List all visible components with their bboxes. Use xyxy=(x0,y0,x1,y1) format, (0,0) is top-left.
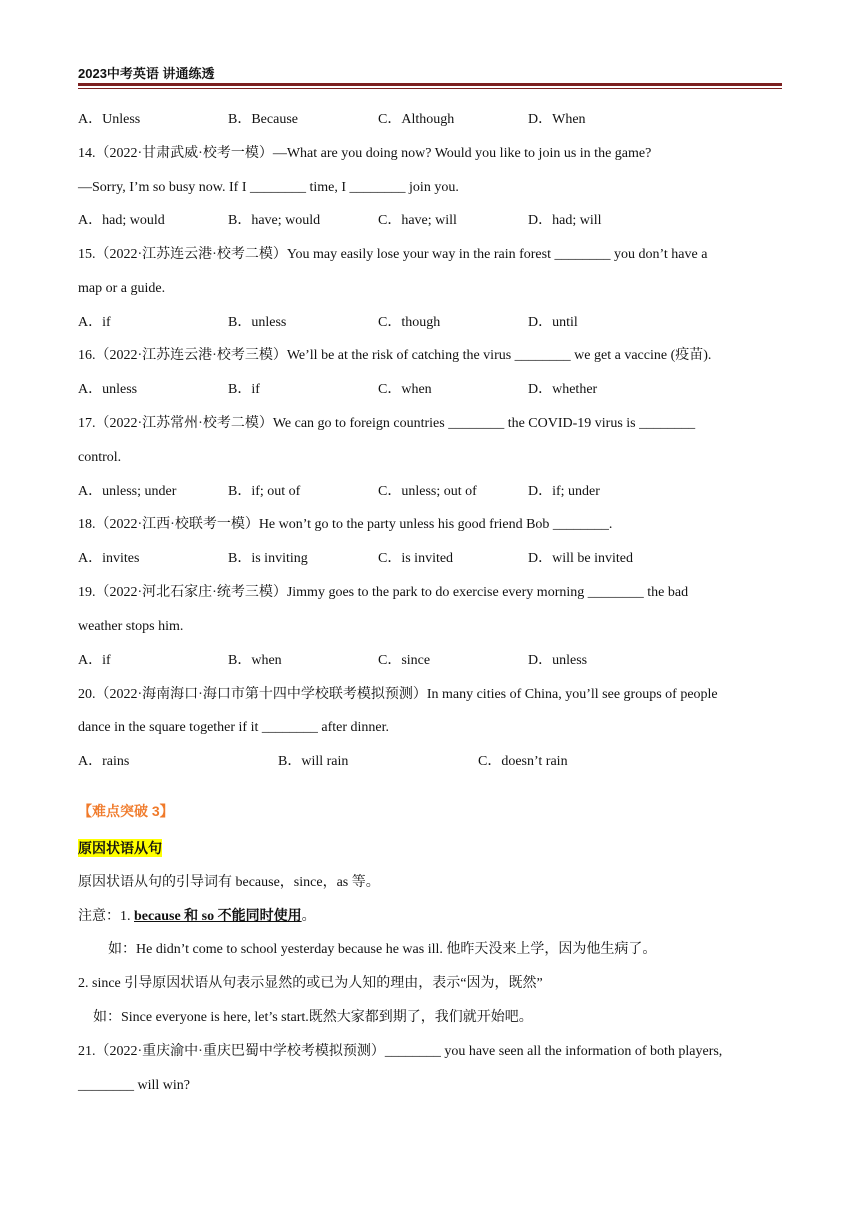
section-heading xyxy=(78,837,162,859)
q17-option-d: D．if; under xyxy=(528,484,600,499)
q20-stem: 20.（2022·海南海口·海口市第十四中学校联考模拟预测）In many cities of China, you’ll see groups of people xyxy=(78,687,718,702)
section-point-2: 2. since 引导原因状语从句表示显然的或已为人知的理由，表示“因为，既然” xyxy=(78,976,543,991)
q20-option-a: A．rains xyxy=(78,754,130,769)
section-tag xyxy=(78,800,174,822)
section-example-2: 如：Since everyone is here, let’s start.既然大家都到期了，我们就开始吧。 xyxy=(93,1010,533,1025)
q19-option-a: A．if xyxy=(78,653,111,668)
q14-option-c: C．have; will xyxy=(378,213,457,228)
header-title: 2023中考英语 讲通练透 xyxy=(78,66,215,81)
q16-stem: 16.（2022·江苏连云港·校考三模）We’ll be at the risk of catching the virus ________ we get a vaccine (疫苗). xyxy=(78,348,712,363)
q13-option-a: A．Unless xyxy=(78,112,141,127)
q16-option-b: B．if xyxy=(228,382,260,397)
q17-option-b: B．if; out of xyxy=(228,484,301,499)
q13-option-d: D．When xyxy=(528,112,586,127)
q20-option-b: B．will rain xyxy=(278,754,349,769)
q19-option-c: C．since xyxy=(378,653,431,668)
q14-option-b: B．have; would xyxy=(228,213,321,228)
q15-option-c: C．though xyxy=(378,315,441,330)
q14-stem: 14.（2022·甘肃武威·校考一模）—What are you doing now? Would you like to join us in the game? xyxy=(78,146,652,161)
q18-option-b: B．is inviting xyxy=(228,551,308,566)
note-prefix: 注意：1. xyxy=(78,909,134,924)
section-tag-text: 【难点突破 3】 xyxy=(78,803,174,819)
q20-stem-cont: dance in the square together if it ________ after dinner. xyxy=(78,720,390,735)
q19-stem-cont: weather stops him. xyxy=(78,619,184,634)
q19-option-b: B．when xyxy=(228,653,282,668)
q13-option-b: B．Because xyxy=(228,112,298,127)
section-heading-text: 原因状语从句 xyxy=(78,840,162,856)
q21-stem: 21.（2022·重庆渝中·重庆巴蜀中学校考模拟预测）________ you have seen all the information of both players, xyxy=(78,1044,723,1059)
q15-stem: 15.（2022·江苏连云港·校考二模）You may easily lose your way in the rain forest ________ you don’t have a xyxy=(78,247,708,262)
section-intro: 原因状语从句的引导词有 because，since，as 等。 xyxy=(78,875,380,890)
q18-option-c: C．is invited xyxy=(378,551,454,566)
note-emphasis: because 和 so 不能同时使用 xyxy=(134,909,302,924)
q17-stem-cont: control. xyxy=(78,450,122,465)
q18-option-a: A．invites xyxy=(78,551,140,566)
q15-option-b: B．unless xyxy=(228,315,287,330)
header-rule-thin xyxy=(78,88,782,89)
section-note xyxy=(78,906,316,928)
q16-option-d: D．whether xyxy=(528,382,598,397)
q18-stem: 18.（2022·江西·校联考一模）He won’t go to the party unless his good friend Bob ________. xyxy=(78,517,613,532)
q18-option-d: D．will be invited xyxy=(528,551,633,566)
q15-option-a: A．if xyxy=(78,315,111,330)
q17-stem: 17.（2022·江苏常州·校考二模）We can go to foreign countries ________ the COVID-19 virus is ________ xyxy=(78,416,696,431)
q21-stem-cont: ________ will win? xyxy=(78,1078,190,1093)
q16-option-c: C．when xyxy=(378,382,432,397)
q19-option-d: D．unless xyxy=(528,653,588,668)
section-example-1: 如：He didn’t come to school yesterday because he was ill. 他昨天没来上学，因为他生病了。 xyxy=(108,942,657,957)
q14-option-a: A．had; would xyxy=(78,213,165,228)
q13-option-c: C．Although xyxy=(378,112,455,127)
q14-stem-cont: —Sorry, I’m so busy now. If I ________ time, I ________ join you. xyxy=(78,180,459,195)
q14-option-d: D．had; will xyxy=(528,213,602,228)
header-rule-thick xyxy=(78,83,782,86)
q17-option-c: C．unless; out of xyxy=(378,484,477,499)
q15-stem-cont: map or a guide. xyxy=(78,281,166,296)
q15-option-d: D．until xyxy=(528,315,578,330)
q17-option-a: A．unless; under xyxy=(78,484,177,499)
note-suffix: 。 xyxy=(301,909,316,924)
q20-option-c: C．doesn’t rain xyxy=(478,754,568,769)
q16-option-a: A．unless xyxy=(78,382,138,397)
q19-stem: 19.（2022·河北石家庄·统考三模）Jimmy goes to the park to do exercise every morning ________ the bad xyxy=(78,585,689,600)
